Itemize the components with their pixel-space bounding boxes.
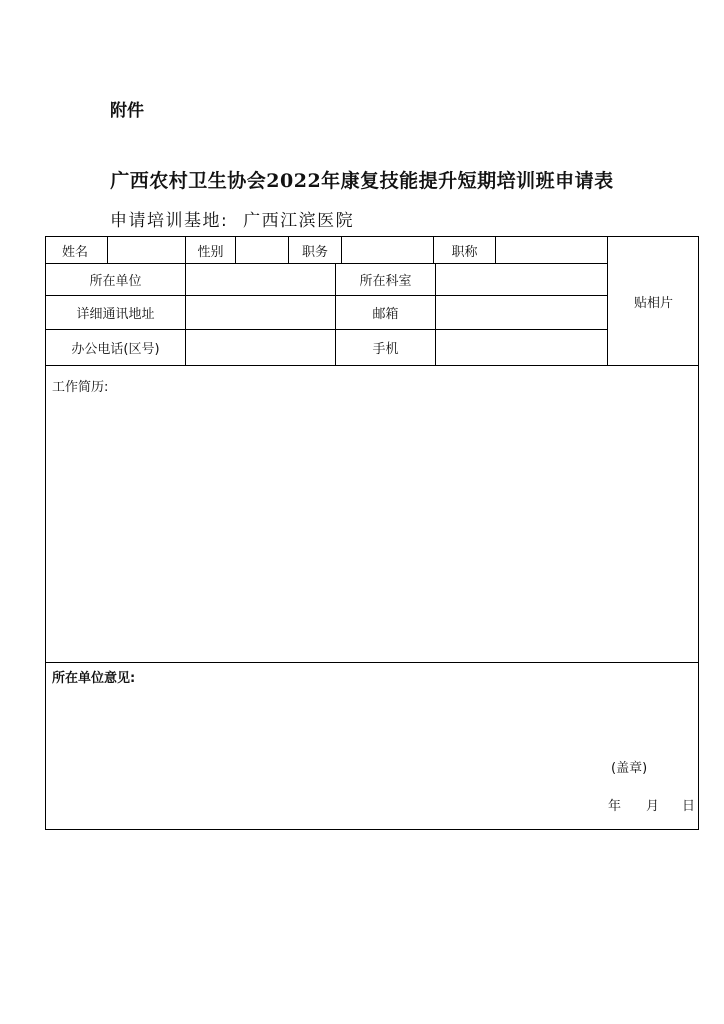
- dept-field[interactable]: [436, 264, 608, 296]
- photo-box: [608, 237, 699, 366]
- mobile-label: 手机: [336, 330, 436, 366]
- date-day: 日: [682, 799, 696, 814]
- application-form: [45, 236, 699, 830]
- date-year: 年: [608, 799, 622, 814]
- gender-field[interactable]: [236, 237, 289, 264]
- position-label: 职务: [289, 237, 342, 264]
- office-phone-field[interactable]: [186, 330, 336, 366]
- dept-label: 所在科室: [336, 264, 436, 296]
- address-field[interactable]: [186, 296, 336, 330]
- unit-opinion-area[interactable]: [46, 663, 698, 829]
- gender-label: 性别: [186, 237, 236, 264]
- training-base-line: [110, 206, 354, 231]
- email-label: 邮箱: [336, 296, 436, 330]
- date-month: 月: [646, 799, 660, 814]
- name-label: 姓名: [46, 237, 108, 264]
- address-label: 详细通讯地址: [46, 296, 186, 330]
- unit-opinion-label: 所在单位意见:: [52, 671, 136, 686]
- work-history-label: 工作简历:: [52, 380, 109, 395]
- title-label: 职称: [434, 237, 496, 264]
- mobile-field[interactable]: [436, 330, 608, 366]
- name-field[interactable]: [108, 237, 186, 264]
- work-history-area[interactable]: [46, 366, 698, 663]
- training-base-value: 广西江滨医院: [243, 211, 355, 231]
- title-field[interactable]: [496, 237, 608, 264]
- email-field[interactable]: [436, 296, 608, 330]
- attachment-label: 附件: [110, 101, 144, 121]
- unit-field[interactable]: [186, 264, 336, 296]
- photo-label: 贴相片: [633, 295, 673, 311]
- page-title: 广西农村卫生协会2022年康复技能提升短期培训班申请表: [110, 170, 614, 192]
- training-base-label: 申请培训基地:: [110, 211, 229, 231]
- unit-label: 所在单位: [46, 264, 186, 296]
- position-field[interactable]: [342, 237, 434, 264]
- office-phone-label: 办公电话(区号): [46, 330, 186, 366]
- seal-label: (盖章): [611, 761, 648, 776]
